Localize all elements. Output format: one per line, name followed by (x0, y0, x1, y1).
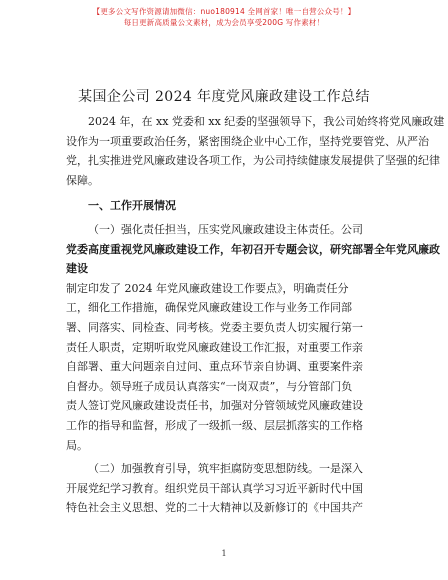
text-line: 责人签订党风廉政建设责任书，加强对分管领域党风廉政建设 (66, 399, 363, 413)
document-title: 某国企公司 2024 年度党风廉政建设工作总结 (78, 89, 370, 105)
paragraph-responsibility (66, 220, 448, 455)
text-line: 责任人职责，定期听取党风廉政建设工作汇报，对重要工作亲 (66, 340, 363, 354)
promo-banner-line-1: 【更多公文写作资源请加微信：nuo180914 全网首家！唯一自营公众号！】 (92, 7, 356, 16)
section-heading: 一、工作开展情况 (88, 199, 176, 213)
text-line: 开展党纪学习教育。组织党员干部认真学习习近平新时代中国 (66, 481, 363, 495)
text-line: 特色社会主义思想、党的二十大精神以及新修订的《中国共产 (66, 501, 363, 515)
promo-banner (0, 6, 448, 28)
promo-banner-line-2: 每日更新高质量公文素材，成为会员享受200G 写作素材！ (123, 18, 325, 27)
text-line: （一）强化责任担当，压实党风廉政建设主体责任。公司 (88, 222, 363, 236)
text-line: 局。 (66, 438, 88, 452)
text-line: 制定印发了 2024 年党风廉政建设工作要点》，明确责任分 (66, 281, 349, 295)
text-line: 工作的指导和监督，形成了一级抓一级、层层抓落实的工作格 (66, 418, 363, 432)
text-line: 党委高度重视党风廉政建设工作，年初召开专题会议，研究部署全年党风廉政建设 (66, 242, 440, 276)
text-line: 工，细化工作措施，确保党风廉政建设工作与业务工作同部 (66, 301, 352, 315)
text-line: 自督办。领导班子成员认真落实“一岗双责”，与分管部门负 (66, 379, 353, 393)
document-body (66, 112, 448, 518)
paragraph-education (66, 459, 448, 518)
page-number: 1 (221, 549, 227, 558)
text-line: （二）加强教育引导，筑牢拒腐防变思想防线。一是深入 (88, 462, 363, 476)
text-line: 自部署、重大问题亲自过问、重点环节亲自协调、重要案件亲 (66, 360, 363, 374)
intro-paragraph: 2024 年，在 xx 党委和 xx 纪委的坚强领导下，我公司始终将党风廉政建设作为一项重要政治任务，紧密围绕企业中心工作，坚持党要管党、从严治党，扎实推进党风廉政建设各项工作，为公司持续健康发展提供了坚强的纪律保障。 (66, 115, 445, 187)
text-line: 署、同落实、同检查、同考核。党委主要负责人切实履行第一 (66, 320, 363, 334)
